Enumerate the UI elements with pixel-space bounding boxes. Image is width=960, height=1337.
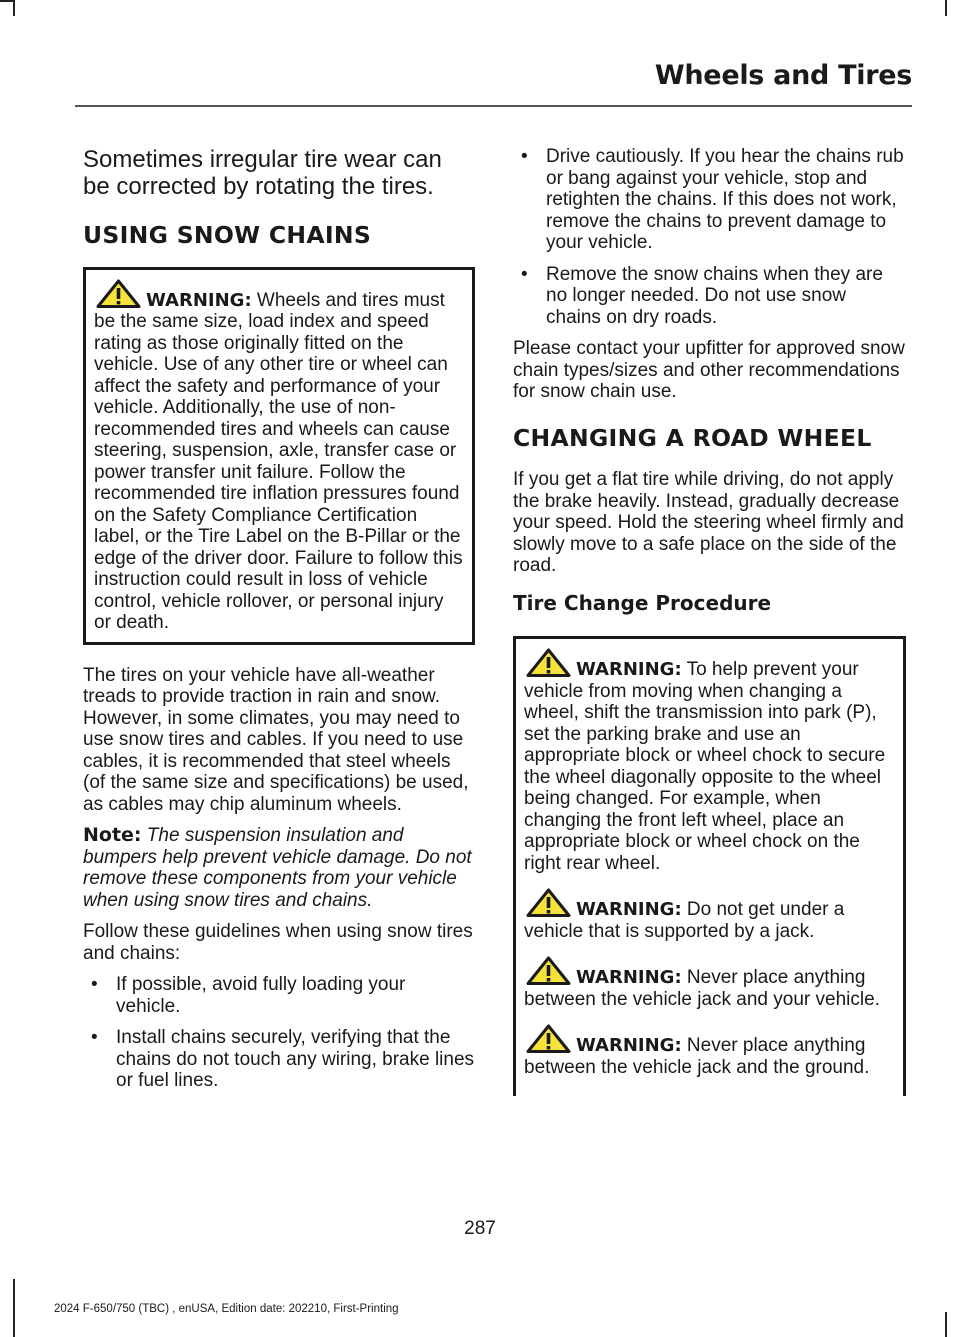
left-column — [83, 146, 475, 1102]
warning-box — [83, 267, 475, 645]
list-item-text: Drive cautiously. If you hear the chains rub or bang against your vehicle, stop and retighten the chains. If this does not work, remove the chains to prevent damage to your vehicle. — [546, 146, 904, 253]
body-paragraph: Please contact your upfitter for approved snow chain types/sizes and other recommendations for snow chain use. — [513, 338, 905, 402]
note-label: Note: — [83, 824, 142, 846]
warning-text: Never place anything between the vehicle jack and the ground. — [524, 1035, 870, 1078]
warning-triangle-icon — [524, 888, 573, 918]
intro-paragraph: Sometimes irregular tire wear can be corrected by rotating the tires. — [83, 146, 442, 200]
heading-changing-wheel: CHANGING A ROAD WHEEL — [513, 423, 872, 452]
list-item — [83, 1027, 475, 1092]
bullet-list — [513, 146, 906, 328]
warning-paragraph — [94, 279, 465, 634]
body-paragraph: Follow these guidelines when using snow tires and chains: — [83, 921, 473, 964]
body-paragraph: If you get a flat tire while driving, do not apply the brake heavily. Instead, gradually decrease your speed. Hold the steering wheel firmly and slowly move to a safe place on the side of the road. — [513, 469, 904, 576]
warning-text: To help prevent your vehicle from moving when changing a wheel, shift the transmission into park (P), set the parking brake and use an appropriate block or wheel chock to secure the wheel diagonally opposite to the wheel being changed. For example, when changing the front left wheel, place an appropriate block or wheel chock on the right rear wheel. — [524, 659, 886, 874]
list-item-text: Remove the snow chains when they are no longer needed. Do not use snow chains on dry roads. — [546, 263, 883, 328]
header-divider — [75, 105, 912, 107]
list-item — [83, 974, 475, 1017]
crop-mark-bottom-right — [945, 1312, 947, 1337]
heading-snow-chains: USING SNOW CHAINS — [83, 221, 372, 249]
warning-text: Do not get under a vehicle that is supported by a jack. — [524, 899, 845, 942]
warning-paragraph — [524, 888, 896, 942]
warning-box — [513, 636, 906, 1096]
crop-mark-bottom-left — [13, 1279, 15, 1337]
list-item — [513, 146, 906, 254]
list-item — [513, 264, 906, 329]
bullet-glyph: • — [521, 146, 528, 167]
subheading-tire-change: Tire Change Procedure — [513, 590, 772, 615]
bullet-list — [83, 974, 475, 1092]
bullet-glyph: • — [91, 974, 98, 995]
list-item-text: Install chains securely, verifying that the chains do not touch any wiring, brake lines or fuel lines. — [116, 1027, 475, 1091]
warning-text: Wheels and tires must be the same size, load index and speed rating as those originally fitted on the vehicle. Use of any other tire or wheel can affect the safety and performance of your vehicle. Additionally, the use of non-recommended tires and wheels can cause steering, suspension, axle, transfer case or power transfer unit failure. Follow the recommended tire inflation pressures found on the Safety Compliance Certification label, or the Tire Label on the B-Pillar or the edge of the driver door. Failure to follow this instruction could result in loss of vehicle control, vehicle rollover, or personal injury or death. — [94, 289, 463, 633]
footer-edition: 2024 F-650/750 (TBC) , enUSA, Edition date: 202210, First-Printing — [54, 1303, 399, 1315]
warning-paragraph — [524, 648, 896, 874]
list-item-text: If possible, avoid fully loading your vehicle. — [116, 974, 406, 1017]
warning-label: WARNING: — [576, 1035, 682, 1056]
warning-paragraph — [524, 956, 896, 1010]
warning-triangle-icon — [524, 956, 573, 986]
warning-label: WARNING: — [576, 967, 682, 988]
right-column — [513, 146, 906, 1116]
body-paragraph: The tires on your vehicle have all-weather treads to provide traction in rain and snow. However, in some climates, you may need to use snow tires and cables. If you need to use cables, it is recommended that steel wheels (of the same size and specifications) be used, as cables may chip aluminum wheels. — [83, 664, 469, 815]
crop-mark-top-left-v — [13, 0, 15, 16]
warning-text: Never place anything between the vehicle jack and your vehicle. — [524, 967, 880, 1010]
bullet-glyph: • — [521, 263, 528, 285]
note-text: The suspension insulation and bumpers help prevent vehicle damage. Do not remove these components from your vehicle when using snow tires and chains. — [83, 825, 472, 911]
bullet-glyph: • — [91, 1027, 98, 1048]
warning-label: WARNING: — [146, 289, 252, 311]
crop-mark-top-left — [0, 0, 14, 2]
note-paragraph — [83, 825, 475, 911]
warning-triangle-icon — [524, 1024, 573, 1054]
section-title: Wheels and Tires — [654, 60, 912, 91]
page-number: 287 — [464, 1218, 496, 1239]
warning-paragraph — [524, 1024, 896, 1078]
warning-triangle-icon — [94, 279, 143, 309]
warning-label: WARNING: — [576, 659, 682, 680]
warning-triangle-icon — [524, 648, 573, 678]
crop-mark-top-right — [945, 0, 947, 16]
warning-label: WARNING: — [576, 899, 682, 920]
